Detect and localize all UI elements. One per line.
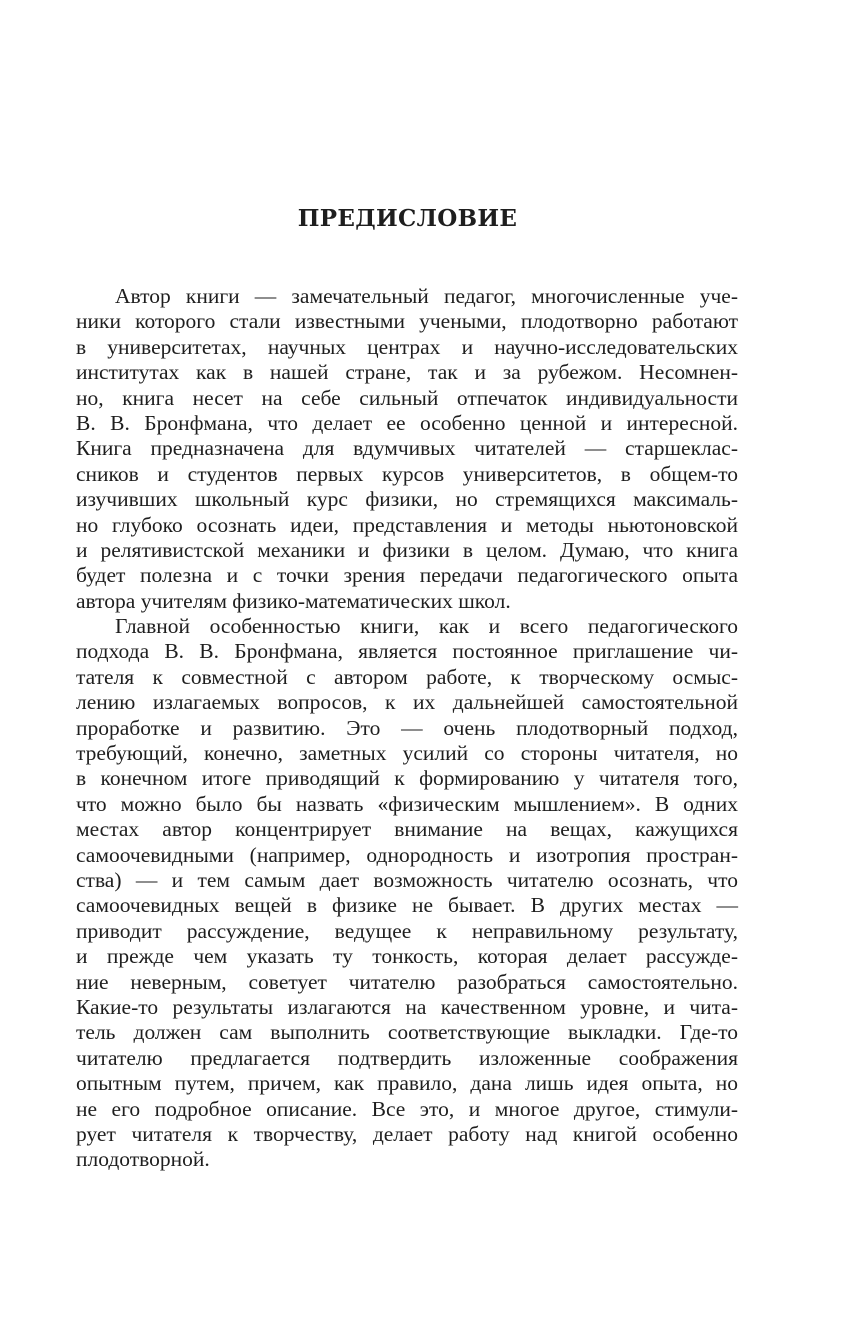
text-line: институтах как в нашей стране, так и за рубежом. Несомнен- [76,360,738,385]
text-line: Книга предназначена для вдумчивых читателей — старшеклас- [76,436,738,461]
text-line: ства) — и тем самым дает возможность читателю осознать, что [76,867,738,892]
text-line: требующий, конечно, заметных усилий со стороны читателя, но [76,741,738,766]
text-line: но, книга несет на себе сильный отпечаток индивидуальности [76,385,738,410]
text-line: читателю предлагается подтвердить изложенные соображения [76,1045,738,1070]
text-line: но глубоко осознать идеи, представления и методы ньютоновской [76,512,738,537]
text-line: проработке и развитию. Это — очень плодотворный подход, [76,715,738,740]
text-line: самоочевидных вещей в физике не бывает. В других местах — [76,893,738,918]
text-line: Какие-то результаты излагаются на качественном уровне, и чита- [76,994,738,1019]
text-line: будет полезна и с точки зрения передачи педагогического опыта [76,563,738,588]
text-line: изучивших школьный курс физики, но стремящихся максималь- [76,487,738,512]
text-line: рует читателя к творчеству, делает работу над книгой особенно [76,1121,738,1146]
body-text [76,284,738,1173]
paragraph-2 [76,614,738,1173]
text-line: приводит рассуждение, ведущее к неправильному результату, [76,918,738,943]
page-title: ПРЕДИСЛОВИЕ [297,205,518,232]
text-line: Главной особенностью книги, как и всего педагогического [115,614,738,639]
text-line: в конечном итоге приводящий к формированию у читателя того, [76,766,738,791]
text-line: местах автор концентрирует внимание на вещах, кажущихся [76,817,738,842]
text-line: не его подробное описание. Все это, и многое другое, стимули- [76,1096,738,1121]
text-line: плодотворной. [76,1147,210,1172]
text-line: тель должен сам выполнить соответствующие выкладки. Где-то [76,1020,738,1045]
text-line: ние неверным, советует читателю разобраться самостоятельно. [76,969,738,994]
text-line: и релятивистской механики и физики в целом. Думаю, что книга [76,537,738,562]
paragraph-1 [76,284,738,614]
text-line: тателя к совместной с автором работе, к творческому осмыс- [76,664,738,689]
text-line: в университетах, научных центрах и научно-исследовательских [76,334,738,359]
text-line: сников и студентов первых курсов университетов, в общем-то [76,461,738,486]
text-line: автора учителям физико-математических школ. [76,588,511,613]
text-line: подхода В. В. Бронфмана, является постоянное приглашение чи- [76,639,738,664]
text-line: В. В. Бронфмана, что делает ее особенно ценной и интересной. [76,410,738,435]
text-line: опытным путем, причем, как правило, дана лишь идея опыта, но [76,1071,738,1096]
text-line: лению излагаемых вопросов, к их дальнейшей самостоятельной [76,690,738,715]
text-line: что можно было бы назвать «физическим мышлением». В одних [76,791,738,816]
text-line: Автор книги — замечательный педагог, многочисленные уче- [115,284,738,308]
text-line: самоочевидными (например, однородность и изотропия простран- [76,842,738,867]
text-line: ники которого стали известными учеными, плодотворно работают [76,309,738,334]
text-line: и прежде чем указать ту тонкость, которая делает рассужде- [76,944,738,969]
